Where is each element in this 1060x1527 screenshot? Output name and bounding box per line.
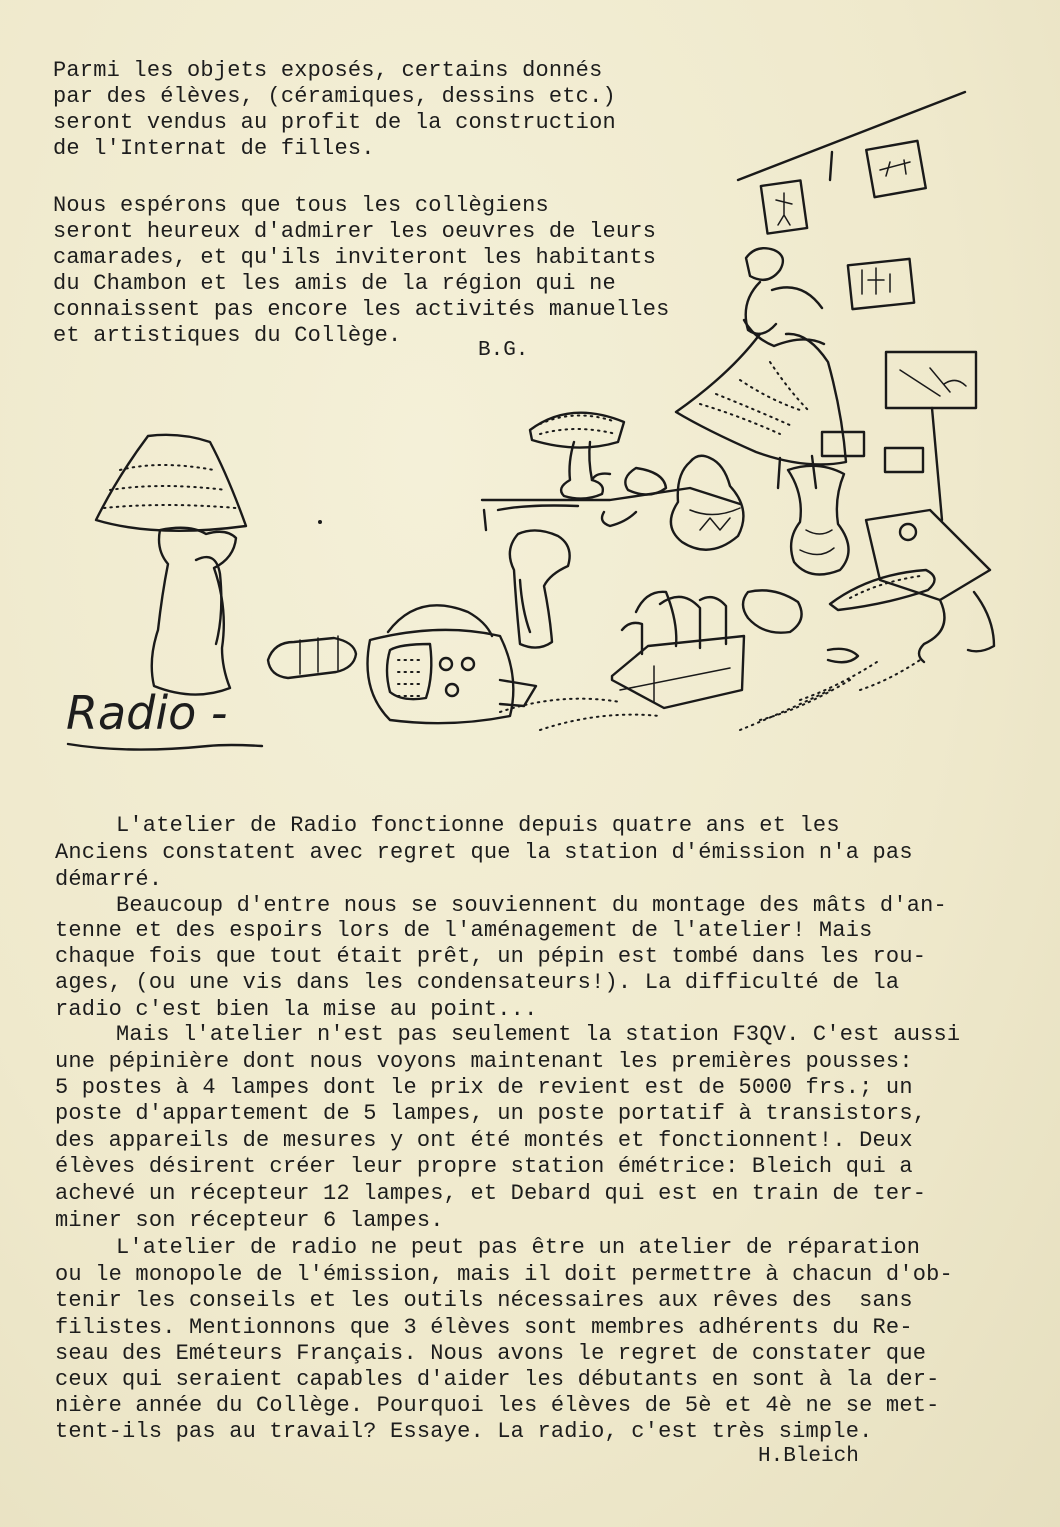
- article-line: une pépinière dont nous voyons maintenant les premières pousses:: [55, 1049, 913, 1074]
- intro-line: du Chambon et les amis de la région qui ne: [53, 271, 616, 296]
- article-line: tenne et des espoirs lors de l'aménagement de l'atelier! Mais: [55, 918, 873, 943]
- article-signature: H.Bleich: [758, 1445, 859, 1468]
- radio-knob: [440, 658, 452, 670]
- framed-drawing: [886, 352, 976, 408]
- article-line: Anciens constatent avec regret que la station d'émission n'a pas: [55, 840, 913, 865]
- article-line: chaque fois que tout était prêt, un pépin est tombé dans les rou-: [55, 944, 927, 969]
- table-lamp-shade: [530, 413, 624, 448]
- table-top: [482, 488, 740, 504]
- article-line: filistes. Mentionnons que 3 élèves sont membres adhérents du Re-: [55, 1315, 913, 1340]
- article-line: démarré.: [55, 867, 163, 892]
- intro-signature: B.G.: [478, 339, 529, 362]
- intro-line: de l'Internat de filles.: [53, 136, 375, 161]
- tube-cylinder: [268, 638, 356, 678]
- article-line: achevé un récepteur 12 lampes, et Debard qui est en train de ter-: [55, 1181, 927, 1206]
- framed-drawing: [885, 448, 923, 472]
- radio-speaker: [387, 644, 431, 699]
- article-line: tent-ils pas au travail? Essaye. La radio, c'est très simple.: [55, 1419, 873, 1444]
- easel-leg: [932, 408, 942, 520]
- floor-lamp-shade: [96, 435, 246, 531]
- illustration-caption: Radio -: [66, 686, 228, 740]
- framed-drawing: [848, 259, 914, 309]
- framed-drawing: [866, 141, 926, 197]
- intro-line: camarades, et qu'ils inviteront les habitants: [53, 245, 657, 270]
- article-line: Beaucoup d'entre nous se souviennent du montage des mâts d'an-: [116, 893, 947, 918]
- intro-line: et artistiques du Collège.: [53, 323, 402, 348]
- floor-lamp-base: [152, 528, 236, 695]
- article-line: ceux qui seraient capables d'aider les débutants en sont à la der-: [55, 1367, 940, 1392]
- crate: [612, 636, 744, 708]
- article-line: nière année du Collège. Pourquoi les élèves de 5è et 4è ne se met-: [55, 1393, 940, 1418]
- article-line: Mais l'atelier n'est pas seulement la station F3QV. C'est aussi: [116, 1022, 961, 1047]
- bowl: [625, 468, 666, 495]
- intro-line: connaissent pas encore les activités manuelles: [53, 297, 670, 322]
- article-line: tenir les conseils et les outils nécessaires aux rêves des sans: [55, 1288, 913, 1313]
- intro-line: Parmi les objets exposés, certains donnés: [53, 58, 603, 83]
- article-line: ages, (ou une vis dans les condensateurs!). La difficulté de la: [55, 970, 900, 995]
- article-line: seau des Eméteurs Français. Nous avons le regret de constater que: [55, 1341, 927, 1366]
- article-line: ou le monopole de l'émission, mais il doit permettre à chacun d'ob-: [55, 1262, 953, 1287]
- radio-tubes: [622, 592, 726, 654]
- intro-line: Nous espérons que tous les collègiens: [53, 193, 549, 218]
- intro-line: seront vendus au profit de la construction: [53, 110, 616, 135]
- intro-line: seront heureux d'admirer les oeuvres de leurs: [53, 219, 657, 244]
- vase: [788, 466, 849, 575]
- article-line: L'atelier de Radio fonctionne depuis quatre ans et les: [116, 813, 840, 838]
- radio-set: [368, 630, 514, 723]
- article-line: radio c'est bien la mise au point...: [55, 997, 538, 1022]
- caption-underline: [68, 744, 262, 750]
- wall-line: [738, 92, 965, 180]
- radio-knob: [462, 658, 474, 670]
- figure-head: [746, 248, 783, 280]
- article-line: miner son récepteur 6 lampes.: [55, 1208, 444, 1233]
- article-line: 5 postes à 4 lampes dont le prix de revient est de 5000 frs.; un: [55, 1075, 913, 1100]
- shell: [743, 590, 802, 632]
- jug: [510, 530, 570, 647]
- article-line: élèves désirent créer leur propre station émétrice: Bleich qui a: [55, 1154, 913, 1179]
- article-line: poste d'appartement de 5 lampes, un poste portatif à transistors,: [55, 1101, 927, 1126]
- article-line: des appareils de mesures y ont été montés et fonctionnent!. Deux: [55, 1128, 913, 1153]
- radio-knob: [446, 684, 458, 696]
- intro-line: par des élèves, (céramiques, dessins etc.): [53, 84, 616, 109]
- bowl: [602, 512, 636, 526]
- article-line: L'atelier de radio ne peut pas être un atelier de réparation: [116, 1235, 921, 1260]
- board: [866, 510, 990, 600]
- figure-dress: [676, 334, 846, 465]
